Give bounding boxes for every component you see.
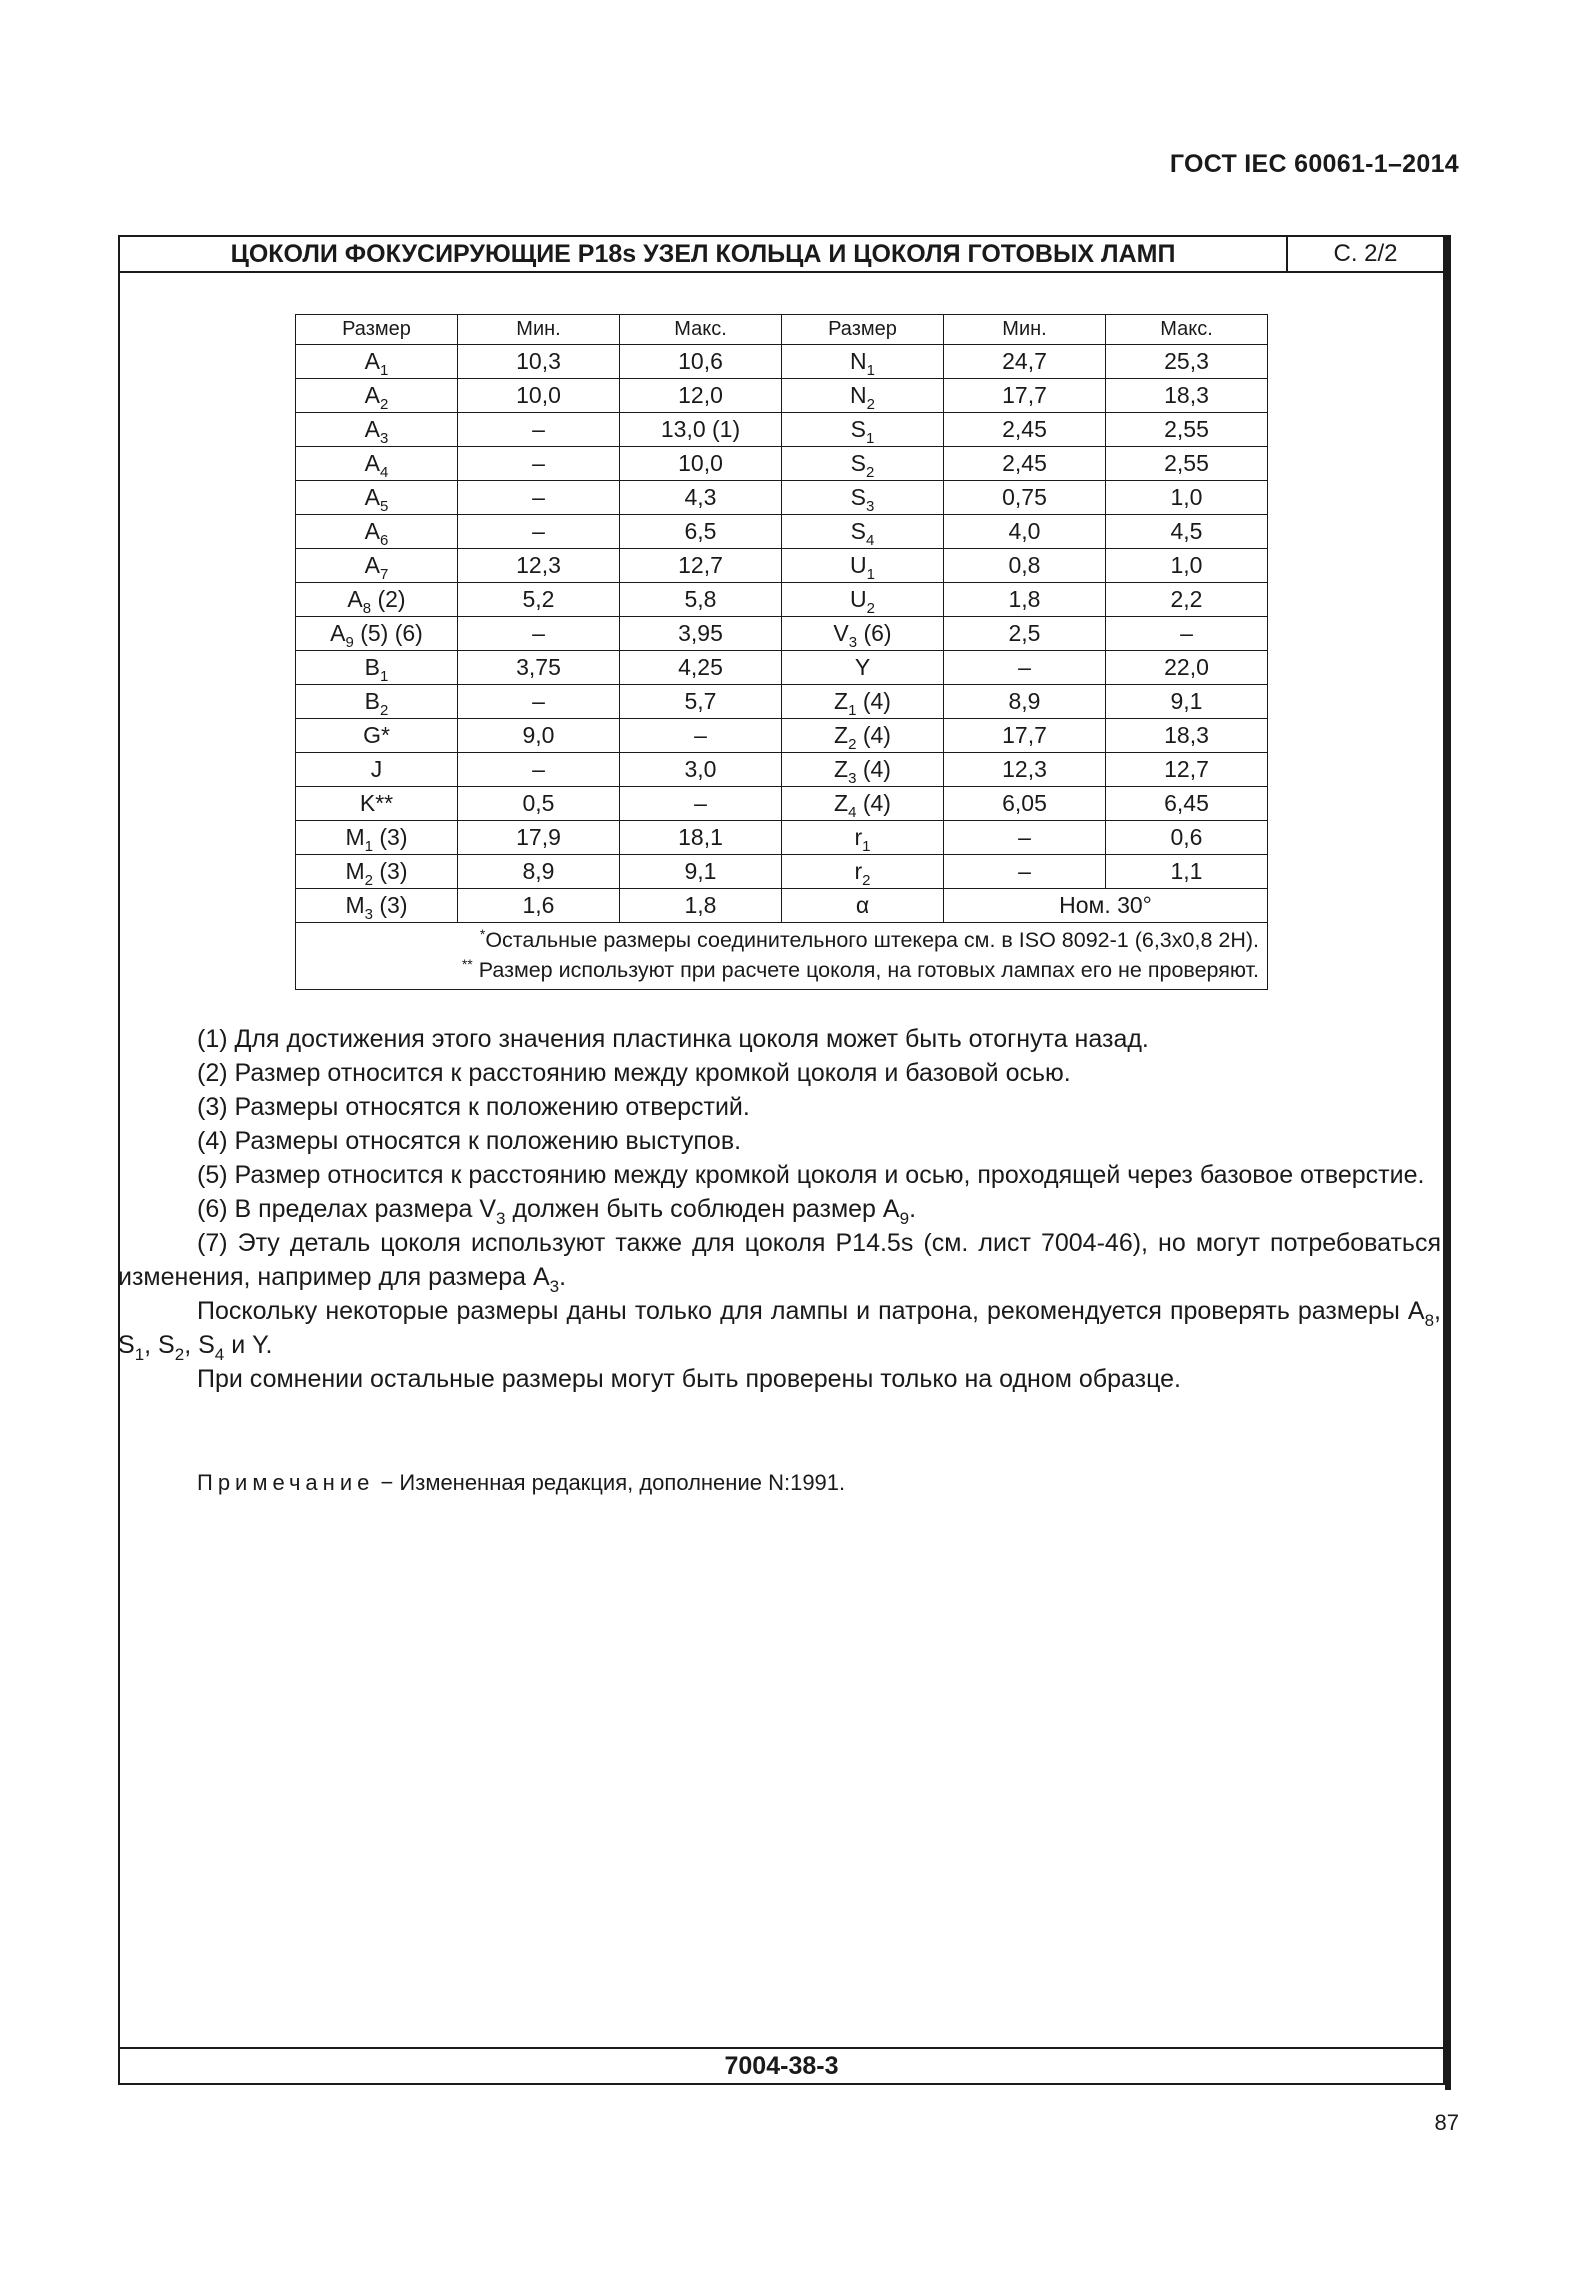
max-cell: 18,3 bbox=[1106, 719, 1268, 753]
max-cell: 25,3 bbox=[1106, 345, 1268, 379]
max-cell: 22,0 bbox=[1106, 651, 1268, 685]
size-cell: $Z_1$ (4) bbox=[782, 685, 944, 719]
min-cell: 8,9 bbox=[944, 685, 1106, 719]
max-cell: 4,5 bbox=[1106, 515, 1268, 549]
header-min: Мин. bbox=[944, 315, 1106, 345]
min-cell: – bbox=[458, 617, 620, 651]
table-row bbox=[296, 549, 1268, 583]
min-cell: 9,0 bbox=[458, 719, 620, 753]
size-cell: $S_3$ bbox=[782, 481, 944, 515]
size-cell: G* bbox=[296, 719, 458, 753]
size-cell: $A_7$ bbox=[296, 549, 458, 583]
min-cell: 3,75 bbox=[458, 651, 620, 685]
note-5: (5) Размер относится к расстоянию между кромкой цоколя и осью, проходящей через базовое отверстие. bbox=[197, 1161, 1425, 1189]
note-4: (4) Размеры относятся к положению выступов. bbox=[197, 1127, 742, 1155]
max-cell: 1,1 bbox=[1106, 855, 1268, 889]
min-cell: 2,45 bbox=[944, 413, 1106, 447]
min-cell: 5,2 bbox=[458, 583, 620, 617]
min-cell: 1,6 bbox=[458, 889, 620, 923]
table-row bbox=[296, 481, 1268, 515]
max-cell: 4,25 bbox=[620, 651, 782, 685]
min-cell: 17,7 bbox=[944, 379, 1106, 413]
min-cell: 2,5 bbox=[944, 617, 1106, 651]
sheet-page-indicator: С. 2/2 bbox=[1333, 240, 1398, 267]
min-cell: 12,3 bbox=[458, 549, 620, 583]
table-row bbox=[296, 821, 1268, 855]
size-cell: $A_9$ (5) (6) bbox=[296, 617, 458, 651]
size-cell: $M_1$ (3) bbox=[296, 821, 458, 855]
max-cell: 9,1 bbox=[620, 855, 782, 889]
max-cell: 1,0 bbox=[1106, 481, 1268, 515]
min-cell: – bbox=[944, 821, 1106, 855]
note-1: (1) Для достижения этого значения пластинка цоколя может быть отогнута назад. bbox=[197, 1025, 1149, 1053]
size-cell: K** bbox=[296, 787, 458, 821]
min-cell: 0,5 bbox=[458, 787, 620, 821]
max-cell: 1,8 bbox=[620, 889, 782, 923]
min-cell: – bbox=[458, 685, 620, 719]
size-cell: $M_3$ (3) bbox=[296, 889, 458, 923]
size-cell: $N_2$ bbox=[782, 379, 944, 413]
footnote-2: ** Размер используют при расчете цоколя, на готовых лампах его не проверяют. bbox=[461, 956, 1259, 982]
min-cell: 2,45 bbox=[944, 447, 1106, 481]
size-cell: Y bbox=[782, 651, 944, 685]
min-cell: 17,9 bbox=[458, 821, 620, 855]
min-cell: 6,05 bbox=[944, 787, 1106, 821]
size-cell: $r_2$ bbox=[782, 855, 944, 889]
table-row bbox=[296, 413, 1268, 447]
note-7: (7) Эту деталь цоколя используют также для цоколя P14.5s (см. лист 7004-46), но могут потребоваться изменения, например для размера $A_3$. bbox=[118, 1229, 1441, 1296]
size-cell: $S_1$ bbox=[782, 413, 944, 447]
min-cell: – bbox=[458, 447, 620, 481]
max-cell: 6,5 bbox=[620, 515, 782, 549]
table-row bbox=[296, 855, 1268, 889]
min-cell: 0,75 bbox=[944, 481, 1106, 515]
max-cell: 2,55 bbox=[1106, 413, 1268, 447]
min-cell: – bbox=[458, 753, 620, 787]
note-6: (6) В пределах размера $V_3$ должен быть соблюден размер $A_9$. bbox=[197, 1195, 917, 1228]
size-cell: $A_3$ bbox=[296, 413, 458, 447]
size-cell: $B_2$ bbox=[296, 685, 458, 719]
table-header-row bbox=[296, 315, 1268, 345]
table-row bbox=[296, 651, 1268, 685]
title-row bbox=[120, 237, 1443, 273]
size-cell: $Z_4$ (4) bbox=[782, 787, 944, 821]
size-cell: $V_3$ (6) bbox=[782, 617, 944, 651]
header-max: Макс. bbox=[620, 315, 782, 345]
table-row bbox=[296, 685, 1268, 719]
min-cell: 8,9 bbox=[458, 855, 620, 889]
min-cell: 17,7 bbox=[944, 719, 1106, 753]
table-row bbox=[296, 345, 1268, 379]
max-cell: 2,2 bbox=[1106, 583, 1268, 617]
min-cell: 10,0 bbox=[458, 379, 620, 413]
check-paragraph: Поскольку некоторые размеры даны только для лампы и патрона, рекомендуется проверять размеры $A_8$, $S_1$, $S_2$, $S_4$ и Y. bbox=[118, 1297, 1441, 1364]
table-row bbox=[296, 753, 1268, 787]
frame-shadow-right bbox=[1445, 235, 1451, 2090]
table-row bbox=[296, 889, 1268, 923]
sheet-title: ЦОКОЛИ ФОКУСИРУЮЩИЕ P18s УЗЕЛ КОЛЬЦА И ЦОКОЛЯ ГОТОВЫХ ЛАМП bbox=[120, 237, 1288, 271]
footnotes-cell bbox=[296, 923, 1268, 990]
table-row bbox=[296, 719, 1268, 753]
size-cell: $M_2$ (3) bbox=[296, 855, 458, 889]
table-row bbox=[296, 583, 1268, 617]
max-cell: 5,8 bbox=[620, 583, 782, 617]
doubt-paragraph: При сомнении остальные размеры могут быть проверены только на одном образце. bbox=[197, 1365, 1181, 1393]
remark-label: Примечание bbox=[197, 1470, 375, 1495]
max-cell: 4,3 bbox=[620, 481, 782, 515]
size-cell: $A_6$ bbox=[296, 515, 458, 549]
size-cell: $A_8$ (2) bbox=[296, 583, 458, 617]
table-row bbox=[296, 787, 1268, 821]
max-cell: 0,6 bbox=[1106, 821, 1268, 855]
min-cell: 24,7 bbox=[944, 345, 1106, 379]
max-cell: 9,1 bbox=[1106, 685, 1268, 719]
max-cell: – bbox=[620, 787, 782, 821]
table-row bbox=[296, 515, 1268, 549]
max-cell: 10,6 bbox=[620, 345, 782, 379]
min-cell: 1,8 bbox=[944, 583, 1106, 617]
size-cell: $B_1$ bbox=[296, 651, 458, 685]
size-cell: $A_4$ bbox=[296, 447, 458, 481]
remark-text: − Измененная редакция, дополнение N:1991. bbox=[374, 1470, 846, 1495]
max-cell: 12,7 bbox=[1106, 753, 1268, 787]
size-cell: $U_1$ bbox=[782, 549, 944, 583]
size-cell: $Z_2$ (4) bbox=[782, 719, 944, 753]
size-cell: $A_1$ bbox=[296, 345, 458, 379]
dimensions-table bbox=[295, 314, 1268, 990]
min-cell: – bbox=[458, 481, 620, 515]
min-cell: 10,3 bbox=[458, 345, 620, 379]
notes-section bbox=[118, 1022, 1441, 1396]
max-cell: 12,0 bbox=[620, 379, 782, 413]
min-cell: 4,0 bbox=[944, 515, 1106, 549]
min-cell: – bbox=[944, 855, 1106, 889]
footnote-1: *Остальные размеры соединительного штекера см. в ISO 8092-1 (6,3х0,8 2H). bbox=[479, 926, 1259, 952]
remark bbox=[197, 1470, 845, 1496]
size-cell: $S_2$ bbox=[782, 447, 944, 481]
min-cell: – bbox=[944, 651, 1106, 685]
max-cell: 13,0 (1) bbox=[620, 413, 782, 447]
nominal-cell: Ном. 30° bbox=[944, 889, 1268, 923]
min-cell: – bbox=[458, 413, 620, 447]
header-min: Мин. bbox=[458, 315, 620, 345]
max-cell: 18,1 bbox=[620, 821, 782, 855]
max-cell: 18,3 bbox=[1106, 379, 1268, 413]
standard-number: ГОСТ IEC 60061-1–2014 bbox=[1169, 150, 1459, 178]
size-cell: $A_2$ bbox=[296, 379, 458, 413]
max-cell: – bbox=[620, 719, 782, 753]
min-cell: 12,3 bbox=[944, 753, 1106, 787]
min-cell: – bbox=[458, 515, 620, 549]
note-3: (3) Размеры относятся к положению отверстий. bbox=[197, 1093, 750, 1121]
size-cell: $S_4$ bbox=[782, 515, 944, 549]
max-cell: 10,0 bbox=[620, 447, 782, 481]
note-2: (2) Размер относится к расстоянию между кромкой цоколя и базовой осью. bbox=[197, 1059, 1071, 1087]
header-size: Размер bbox=[296, 315, 458, 345]
page-number: 87 bbox=[1434, 2110, 1459, 2135]
max-cell: 6,45 bbox=[1106, 787, 1268, 821]
size-cell: $U_2$ bbox=[782, 583, 944, 617]
size-cell: $A_5$ bbox=[296, 481, 458, 515]
max-cell: 1,0 bbox=[1106, 549, 1268, 583]
size-cell: J bbox=[296, 753, 458, 787]
table-row bbox=[296, 379, 1268, 413]
max-cell: 12,7 bbox=[620, 549, 782, 583]
max-cell: 3,95 bbox=[620, 617, 782, 651]
table-row bbox=[296, 617, 1268, 651]
max-cell: – bbox=[1106, 617, 1268, 651]
max-cell: 3,0 bbox=[620, 753, 782, 787]
header-size: Размер bbox=[782, 315, 944, 345]
max-cell: 5,7 bbox=[620, 685, 782, 719]
max-cell: 2,55 bbox=[1106, 447, 1268, 481]
size-cell: α bbox=[782, 889, 944, 923]
table-row bbox=[296, 447, 1268, 481]
size-cell: $N_1$ bbox=[782, 345, 944, 379]
min-cell: 0,8 bbox=[944, 549, 1106, 583]
header-max: Макс. bbox=[1106, 315, 1268, 345]
table-footnotes bbox=[296, 923, 1268, 990]
sheet-code: 7004-38-3 bbox=[120, 2047, 1443, 2083]
size-cell: $r_1$ bbox=[782, 821, 944, 855]
size-cell: $Z_3$ (4) bbox=[782, 753, 944, 787]
